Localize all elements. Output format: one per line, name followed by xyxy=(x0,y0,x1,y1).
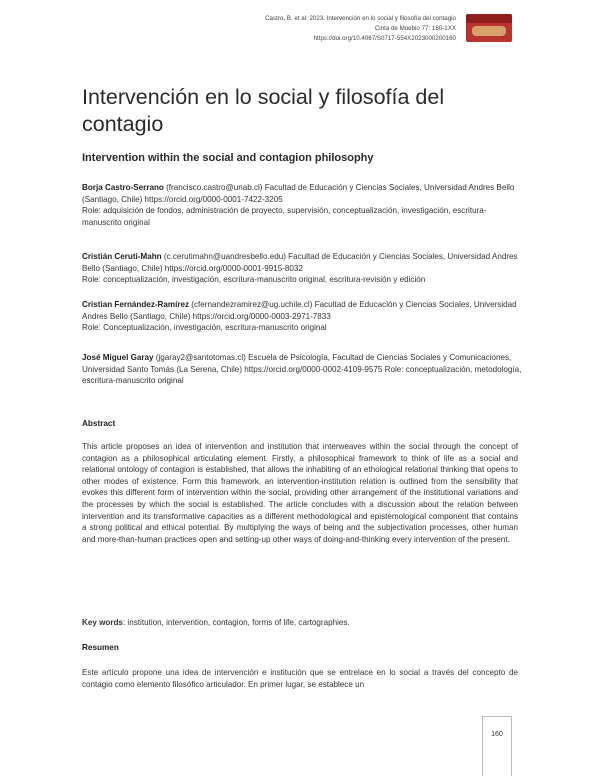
author-block xyxy=(82,251,522,286)
keywords xyxy=(82,617,518,629)
page-number: 160 xyxy=(491,731,503,738)
author-name: Cristian Fernández-Ramírez xyxy=(82,300,190,309)
article-subtitle: Intervention within the social and contagion philosophy xyxy=(82,152,374,164)
article-title: Intervención en lo social y filosofía del contagio xyxy=(82,85,445,136)
author-details: (cfernandezramirez@ug.uchile.cl) Facultad de Educación y Ciencias Sociales, Universidad Andres Bello (Santiago, Chile) https://orcid.org/0000-0003-2971-7833 xyxy=(82,300,517,321)
author-block xyxy=(82,299,522,334)
abstract-heading: Abstract xyxy=(82,419,116,428)
author-name: Cristián Ceruti-Mahn xyxy=(82,252,162,261)
journal-issue-line: Cinta de Moebio 77: 160-1XX xyxy=(374,25,456,32)
page-number-box xyxy=(482,716,512,776)
author-role: Role: Conceptualización, investigación, escritura-manuscrito original xyxy=(82,323,327,332)
doi-link[interactable]: https://doi.org/10.4067/S0717-554X2023000200160 xyxy=(313,35,456,42)
author-name: José Miguel Garay xyxy=(82,353,154,362)
logo-band xyxy=(466,14,512,23)
author-role: Role: conceptualización, investigación, escritura-manuscrito original, escritura-revisión y edición xyxy=(82,275,426,284)
keywords-label: Key words xyxy=(82,618,123,627)
citation-line: Castro, B. et al. 2023. Intervención en lo social y filosofía del contagio xyxy=(265,15,456,22)
author-details: (francisco.castro@unab.cl) Facultad de Educación y Ciencias Sociales, Universidad Andres Bello (Santiago, Chile) https://orcid.org/0000-0001-7422-3205 xyxy=(82,183,515,204)
author-name: Borja Castro-Serrano xyxy=(82,183,164,192)
keywords-text: : institution, intervention, contagion, forms of life, cartographies. xyxy=(122,618,350,627)
author-role: Role: adquisición de fondos, administración de proyecto, supervisión, conceptualización, investigación, escritura-manuscrito original xyxy=(82,206,487,227)
author-block xyxy=(82,182,522,228)
author-details: (c.cerutimahn@uandresbello.edu) Facultad de Educación y Ciencias Sociales, Universidad Andres Bello (Santiago, Chile) https://orcid.org/0000-0001-9915-8032 xyxy=(82,252,518,273)
abstract-text: This article proposes an idea of intervention and institution that interweaves within the social through the concept of contagion as a philosophical articulating element. Firstly, a philosophical framework to think of life as a social and relational ontology of contagion is established, that allows the inhabiting of an ethological relational thinking that opens to other modes of existence. Form this framework, an intervention-institution relation is outlined from the sensibility that evokes this different form of intervention within the social, providing other arrangement of the institutional variations and the processes by which the social is established. The article concludes with a discussion about the relation between intervention and its transformative capacities as a different methodological and epistemological component that contains a strong political and ethical potential. By multiplying the ways of being and the subjectivation processes, other human and more-than-human practices open and setting-up other ways of doing-and-thinking every intervention of the present. xyxy=(82,442,518,544)
running-header xyxy=(156,14,456,44)
author-block xyxy=(82,352,522,387)
logo-mark xyxy=(472,26,506,36)
resumen-text: Este artículo propone una idea de intervención e institución que se entrelace en lo social a través del concepto de contagio como elemento filosófico articulador. En primer lugar, se establece un xyxy=(82,668,518,689)
journal-logo xyxy=(466,14,512,42)
resumen-heading: Resumen xyxy=(82,643,119,652)
author-role: Role: conceptualización, metodología, escritura-manuscrito original xyxy=(82,364,522,385)
author-details: (jgaray2@santotomas.cl) Escuela de Psicología, Facultad de Ciencias Sociales y Comunicaciones, Universidad Santo Tomás (La Serena, Chile) https://orcid.org/0000-0002-4109-9575 xyxy=(82,353,512,374)
